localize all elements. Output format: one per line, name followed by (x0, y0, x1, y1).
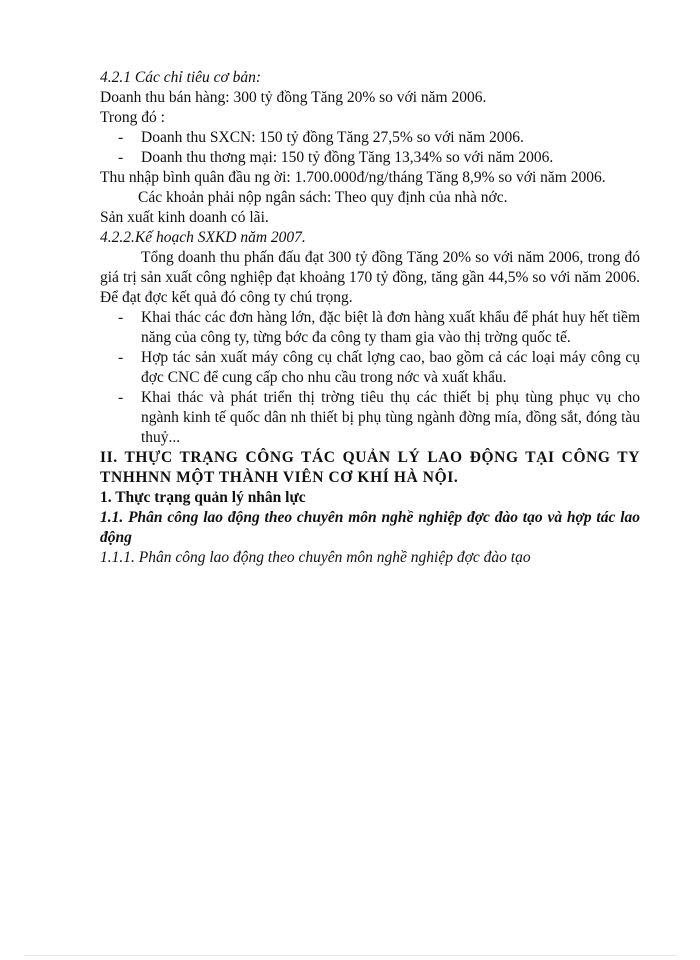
dash-marker: - (118, 149, 124, 166)
list-item-text: Khai thác và phát triển thị trờng tiêu thụ các thiết bị phụ tùng phục vụ cho ngành kinh tế quốc dân nh thiết bị phụ tùng ngành đờng mía, đồng sắt, đóng tàu thuỷ... (141, 389, 640, 446)
document-page (100, 68, 640, 568)
revenue-breakdown-list (100, 128, 640, 168)
dash-marker: - (118, 129, 124, 146)
list-item (100, 308, 640, 348)
list-item (100, 388, 640, 448)
list-item-text: Khai thác các đơn hàng lớn, đặc biệt là đơn hàng xuất khẩu để phát huy hết tiềm năng của công ty, từng bớc đa công ty tham gia vào thị trờng quốc tế. (141, 309, 640, 346)
section-ii-heading: II. THỰC TRẠNG CÔNG TÁC QUẢN LÝ LAO ĐỘNG TẠI CÔNG TY TNHHNN MỘT THÀNH VIÊN CƠ KHÍ HÀ NỘI. (100, 449, 640, 486)
list-item-text: Doanh thu SXCN: 150 tỷ đồng Tăng 27,5% so với năm 2006. (141, 129, 524, 146)
heading-4-2-1: 4.2.1 Các chỉ tiêu cơ bản: (100, 69, 262, 86)
plan-list (100, 308, 640, 448)
profit-line: Sản xuất kinh doanh có lãi. (100, 209, 269, 226)
list-item (100, 348, 640, 388)
section-1-heading: 1. Thực trạng quản lý nhân lực (100, 489, 306, 506)
page-bottom-rule (24, 955, 676, 956)
list-item (100, 128, 640, 148)
in-which-label: Trong đó : (100, 109, 165, 126)
section-1-1-1-heading: 1.1.1. Phân công lao động theo chuyên môn nghề nghiệp đợc đào tạo (100, 549, 531, 566)
list-item-text: Doanh thu thơng mại: 150 tỷ đồng Tăng 13,34% so với năm 2006. (141, 149, 554, 166)
plan-paragraph: Tổng doanh thu phấn đấu đạt 300 tỷ đồng Tăng 20% so với năm 2006, trong đó giá trị sản xuất công nghiệp đạt khoảng 170 tỷ đồng, tăng gần 44,5% so với năm 2006. Để đạt đợc kết quả đó công ty chú trọng. (100, 249, 640, 306)
dash-marker: - (118, 389, 124, 406)
dash-marker: - (118, 309, 124, 326)
dash-marker: - (118, 349, 124, 366)
section-1-1-heading: 1.1. Phân công lao động theo chuyên môn nghề nghiệp đợc đào tạo và hợp tác lao động (100, 509, 640, 546)
revenue-line: Doanh thu bán hàng: 300 tỷ đồng Tăng 20% so với năm 2006. (100, 89, 487, 106)
income-line: Thu nhập bình quân đầu ng ời: 1.700.000đ/ng/tháng Tăng 8,9% so với năm 2006. (100, 169, 606, 186)
budget-line: Các khoản phải nộp ngân sách: Theo quy định của nhà nớc. (138, 189, 508, 206)
list-item (100, 148, 640, 168)
heading-4-2-2: 4.2.2.Kế hoạch SXKD năm 2007. (100, 229, 306, 246)
list-item-text: Hợp tác sản xuất máy công cụ chất lợng cao, bao gồm cả các loại máy công cụ đợc CNC để cung cấp cho nhu cầu trong nớc và xuất khẩu. (141, 349, 640, 386)
